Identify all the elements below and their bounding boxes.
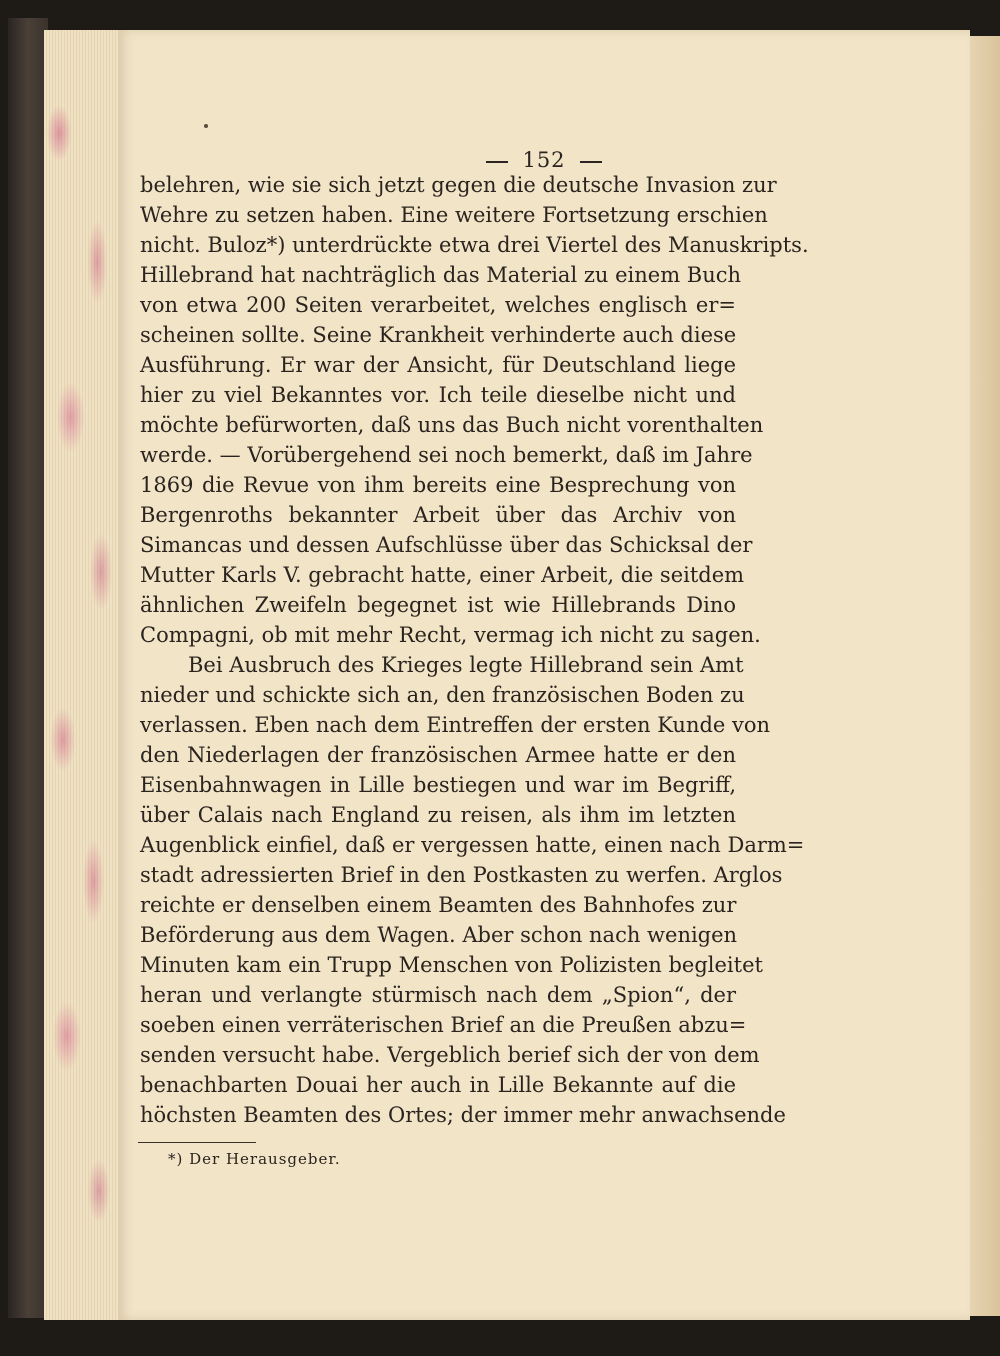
body-line: senden versucht habe. Vergeblich berief sich der von dem: [140, 1043, 760, 1067]
body-line: werde. — Vorübergehend sei noch bemerkt, daß im Jahre: [140, 443, 753, 467]
body-line: benachbarten Douai her auch in Lille Bekannte auf die: [140, 1073, 736, 1097]
body-line: hier zu viel Bekanntes vor. Ich teile dieselbe nicht und: [140, 383, 736, 407]
body-line: Beförderung aus dem Wagen. Aber schon nach wenigen: [140, 923, 738, 947]
marbled-edge-decoration: [44, 30, 120, 1320]
body-line: Simancas und dessen Aufschlüsse über das Schicksal der: [140, 533, 753, 557]
body-line: soeben einen verräterischen Brief an die Preußen abzu=: [140, 1013, 747, 1037]
body-text: [140, 170, 809, 1130]
body-line: Augenblick einfiel, daß er vergessen hatte, einen nach Darm=: [140, 833, 805, 857]
body-line: 1869 die Revue von ihm bereits eine Besprechung von: [140, 473, 736, 497]
facing-page-edge: [966, 36, 1000, 1316]
body-line: von etwa 200 Seiten verarbeitet, welches englisch er=: [140, 293, 736, 317]
footnote-rule: [138, 1142, 256, 1143]
page-header: [118, 148, 970, 172]
body-line: möchte befürworten, daß uns das Buch nicht vorenthalten: [140, 413, 764, 437]
body-line: Compagni, ob mit mehr Recht, vermag ich nicht zu sagen.: [140, 623, 761, 647]
header-dash-right: [580, 161, 602, 163]
body-line: Bei Ausbruch des Krieges legte Hillebrand sein Amt: [188, 653, 744, 677]
body-line: Mutter Karls V. gebracht hatte, einer Arbeit, die seitdem: [140, 563, 745, 587]
book-cover-edge: [8, 18, 48, 1318]
body-line: Ausführung. Er war der Ansicht, für Deutschland liege: [140, 353, 736, 377]
body-line: stadt adressierten Brief in den Postkasten zu werfen. Arglos: [140, 863, 783, 887]
body-line: scheinen sollte. Seine Krankheit verhinderte auch diese: [140, 323, 737, 347]
body-line: belehren, wie sie sich jetzt gegen die deutsche Invasion zur: [140, 173, 777, 197]
body-line: Bergenroths bekannter Arbeit über das Archiv von: [140, 503, 736, 527]
body-line: verlassen. Eben nach dem Eintreffen der ersten Kunde von: [140, 713, 771, 737]
body-line: heran und verlangte stürmisch nach dem „Spion“, der: [140, 983, 736, 1007]
body-line: Wehre zu setzen haben. Eine weitere Fortsetzung erschien: [140, 203, 768, 227]
body-line: Eisenbahnwagen in Lille bestiegen und war im Begriff,: [140, 773, 736, 797]
ink-speck: [204, 124, 208, 128]
body-line: nicht. Buloz*) unterdrückte etwa drei Viertel des Manuskripts.: [140, 233, 809, 257]
body-line: Hillebrand hat nachträglich das Material zu einem Buch: [140, 263, 742, 287]
body-line: höchsten Beamten des Ortes; der immer mehr anwachsende: [140, 1103, 786, 1127]
body-line: reichte er denselben einem Beamten des Bahnhofes zur: [140, 893, 737, 917]
page-number: 152: [522, 148, 566, 172]
body-line: ähnlichen Zweifeln begegnet ist wie Hillebrands Dino: [140, 593, 736, 617]
body-line: den Niederlagen der französischen Armee hatte er den: [140, 743, 736, 767]
footnote: *) Der Herausgeber.: [168, 1150, 341, 1168]
header-dash-left: [486, 161, 508, 163]
body-line: nieder und schickte sich an, den französischen Boden zu: [140, 683, 745, 707]
body-line: über Calais nach England zu reisen, als ihm im letzten: [140, 803, 736, 827]
body-line: Minuten kam ein Trupp Menschen von Polizisten begleitet: [140, 953, 763, 977]
